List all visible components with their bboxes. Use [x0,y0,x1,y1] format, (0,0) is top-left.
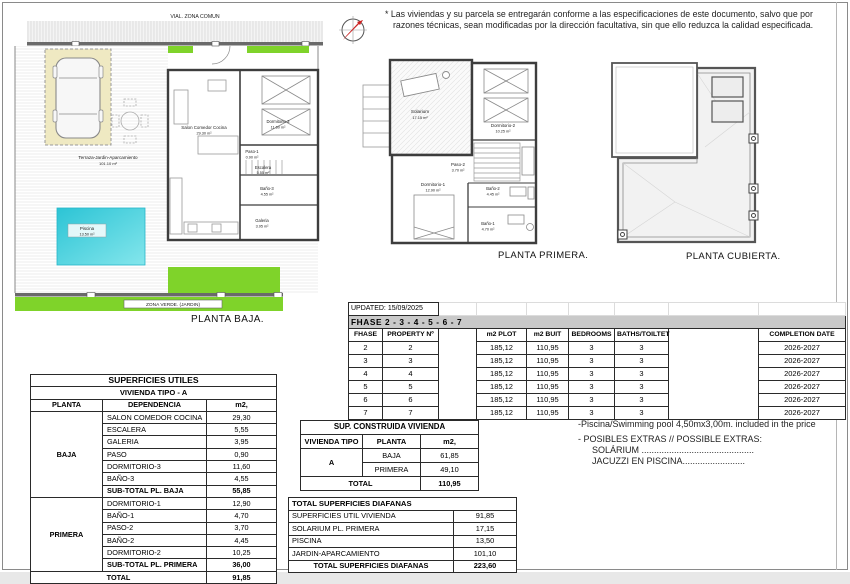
blank-cell [615,303,669,316]
cell-dep: PASO-2 [103,522,207,534]
utiles-title: SUPERFICIES UTILES [31,375,277,387]
pool-note: -Piscina/Swimming pool 4,50mx3,00m. included in the price [578,419,816,429]
cell-fhase: 6 [349,394,383,407]
extra-solarium: SOLÁRIUM ............................................. [592,445,755,455]
cell-built: 110,95 [527,368,569,381]
table-row [289,548,517,561]
table-row [31,399,277,411]
cell-plot: 185,12 [477,368,527,381]
cell-fhase: 3 [349,355,383,368]
table-row [349,316,846,329]
cell-plot: 185,12 [477,381,527,394]
cell-dep: PASO [103,448,207,460]
room-label-solarium: Solarium [410,109,430,114]
disclaimer-line2: razones técnicas, sean modificadas por la dirección facultativa, sin que ello reduzca la calidad especificada. [393,20,814,30]
cell-bed: 3 [569,368,615,381]
cell-built: 110,95 [527,394,569,407]
col-bedrooms: BEDROOMS [569,329,615,342]
cell-m2: 4,55 [207,473,277,485]
cell-plot: 185,12 [477,407,527,420]
cell-built: 110,95 [527,342,569,355]
cell-date: 2026-2027 [759,355,846,368]
col-m2: m2, [207,399,277,411]
green-garden-right [168,267,280,293]
tipo-cell: A [301,449,363,477]
room-area-solarium: 17.15 m² [412,115,428,120]
col-plot: m2 PLOT [477,329,527,342]
cell-m2: 17,15 [454,523,517,536]
cell-m2: 29,30 [207,411,277,423]
cell-bath: 3 [615,368,669,381]
room-area-galeria: 3.95 m² [255,224,269,229]
room-area-terraza: 101.10 m² [98,161,118,166]
cell-bath: 3 [615,342,669,355]
car-icon [53,58,103,138]
subtotal-baja-value: 55,85 [207,485,277,497]
compass-icon [333,10,373,50]
table-row [349,368,846,381]
cell-plot: 185,12 [477,355,527,368]
disclaimer-note [385,9,843,31]
cell-m2: 13,50 [454,535,517,548]
diafanas-table [288,497,517,573]
cell-fhase: 4 [349,368,383,381]
wall-post [87,293,95,298]
phase-table [348,302,846,420]
plan-planta-primera [350,55,600,250]
cell-prop: 5 [383,381,439,394]
col-planta: PLANTA [363,435,421,449]
cell-bed: 3 [569,381,615,394]
table-row [31,387,277,399]
garden-label: ZONA VERDE. (JARDIN) [145,303,201,308]
extra-jacuzzi: JACUZZI EN PISCINA......................... [592,456,746,466]
cell-m2: 4,70 [207,510,277,522]
phase-band-title: FHASE 2 - 3 - 4 - 5 - 6 - 7 [349,316,846,329]
blank-cell [569,303,615,316]
diafanas-total-label: TOTAL SUPERFICIES DIAFANAS [289,560,454,573]
cell-dep: BAÑO-3 [103,473,207,485]
cell-bed: 3 [569,342,615,355]
blank-cell [477,303,527,316]
wall-post [212,42,219,47]
construida-total-label: TOTAL [301,477,421,491]
table-row [289,523,517,536]
table-row [349,407,846,420]
cell-dep: DORMITORIO-3 [103,461,207,473]
cell-date: 2026-2027 [759,342,846,355]
cell-dep: DORMITORIO-1 [103,497,207,509]
room-label-paso2: Paso-2 [451,162,465,167]
table-row [349,381,846,394]
col-planta: PLANTA [31,399,103,411]
cell-fhase: 2 [349,342,383,355]
room-area-bano1: 4.70 m² [481,227,495,232]
cell-bed: 3 [569,355,615,368]
disclaimer-line1: * Las viviendas y su parcela se entregarán conforme a las especificaciones de este documento, salvo que por [385,9,813,19]
cell-plot: 185,12 [477,394,527,407]
room-label-galeria: Galeria [255,218,269,223]
table-row [349,394,846,407]
table-row [289,510,517,523]
utiles-table [30,374,277,584]
planta-baja-title: PLANTA BAJA. [191,314,264,325]
table-row [31,375,277,387]
room-area-paso2: 3.70 m² [451,168,465,173]
cell-prop: 6 [383,394,439,407]
cell-bath: 3 [615,355,669,368]
table-row [31,497,277,509]
top-wall [27,42,323,46]
plan-planta-baja [12,6,337,328]
room-label-dorm2: Dormitorio-2 [490,123,516,128]
blank-column [439,329,477,420]
cell-date: 2026-2027 [759,407,846,420]
extras-title: - POSIBLES EXTRAS // POSSIBLE EXTRAS: [578,433,763,444]
table-row [31,411,277,423]
green-strip-top-right [247,46,309,53]
cell-bath: 3 [615,381,669,394]
col-property: PROPERTY Nº [383,329,439,342]
cell-prop: 7 [383,407,439,420]
blank-cell [759,303,846,316]
table-row [349,342,846,355]
cell-date: 2026-2027 [759,394,846,407]
wall-post [274,293,282,298]
cell-bath: 3 [615,394,669,407]
cell-m2: 61,85 [421,449,479,463]
cell-prop: 2 [383,342,439,355]
blank-cell [439,303,477,316]
room-area-bano3: 4.55 m² [260,192,274,197]
blank-cell [527,303,569,316]
cell-planta: BAJA [363,449,421,463]
table-row [349,355,846,368]
utiles-subtitle: VIVIENDA TIPO - A [31,387,277,399]
updated-date: UPDATED: 15/09/2025 [349,303,439,316]
col-built: m2 BUIT [527,329,569,342]
room-label-terraza: Terraza-Jardin-Aparcamiento [78,155,138,160]
cell-fhase: 7 [349,407,383,420]
cell-planta: PRIMERA [363,463,421,477]
cell-dep: SALON COMEDOR COCINA [103,411,207,423]
cell-m2: 10,25 [207,547,277,559]
room-area-escalera: 5.55 m² [256,171,270,175]
cell-dep: GALERIA [103,436,207,448]
planta-primera-title: PLANTA PRIMERA. [498,250,589,261]
room-label-paso1: Paso-1 [245,149,259,154]
cell-label: PISCINA [289,535,454,548]
col-completion: COMPLETION DATE [759,329,846,342]
room-area-dorm1: 12.90 m² [425,188,441,193]
col-fhase: FHASE [349,329,383,342]
room-area-paso1: 0.90 m² [245,155,259,160]
construida-table [300,420,479,491]
table-row [301,449,479,463]
room-label-bano3: Baño-3 [260,186,274,191]
col-dependencia: DEPENDENCIA [103,399,207,411]
col-vivienda-tipo: VIVIENDA TIPO [301,435,363,449]
cell-prop: 4 [383,368,439,381]
cell-built: 110,95 [527,355,569,368]
cell-m2: 49,10 [421,463,479,477]
pergola-icon [363,85,390,147]
cell-built: 110,95 [527,407,569,420]
cell-m2: 11,60 [207,461,277,473]
cell-date: 2026-2027 [759,368,846,381]
table-row [289,535,517,548]
skylight [712,77,743,97]
cell-prop: 3 [383,355,439,368]
cell-m2: 5,55 [207,424,277,436]
table-row [301,435,479,449]
wall-post [302,42,309,47]
wall-post [217,293,225,298]
cell-m2: 4,45 [207,534,277,546]
diafanas-title: TOTAL SUPERFICIES DIAFANAS [289,498,517,511]
subtotal-baja-label: SUB-TOTAL PL. BAJA [103,485,207,497]
cell-built: 110,95 [527,381,569,394]
cell-dep: DORMITORIO-2 [103,547,207,559]
room-label-piscina: Piscina [79,226,95,231]
cell-m2: 91,85 [454,510,517,523]
planta-primera-cell: PRIMERA [31,497,103,571]
cell-m2: 0,90 [207,448,277,460]
planta-cubierta-title: PLANTA CUBIERTA. [686,251,781,262]
cell-m2: 3,70 [207,522,277,534]
bottom-wall [15,293,283,297]
cell-bed: 3 [569,407,615,420]
cell-m2: 12,90 [207,497,277,509]
cell-bed: 3 [569,394,615,407]
room-area-dorm2: 10.25 m² [495,129,511,134]
table-row [349,329,846,342]
wall-post [72,42,79,47]
room-area-bano2: 4.45 m² [486,192,500,197]
cell-label: JARDIN-APARCAMIENTO [289,548,454,561]
room-label-escalera: Escalera [254,165,272,170]
blank-cell [669,303,759,316]
cell-m2: 101,10 [454,548,517,561]
table-row [301,421,479,435]
blank-column [669,329,759,420]
notes-block [578,419,840,467]
road-label: VIAL. ZONA COMUN [170,14,220,20]
skylight [712,101,743,122]
utiles-total-value: 91,85 [207,571,277,583]
roof-upper-left [612,63,697,157]
cell-plot: 185,12 [477,342,527,355]
table-row [31,571,277,583]
table-row [289,498,517,511]
utiles-total-label: TOTAL [31,571,207,583]
right-margin-line [836,2,837,570]
cell-label: SUPERFICIES UTIL VIVIENDA [289,510,454,523]
cell-label: SOLARIUM PL. PRIMERA [289,523,454,536]
diafanas-total-value: 223,60 [454,560,517,573]
room-label-salon: Salon Comedor Cocina [181,125,227,130]
cell-dep: ESCALERA [103,424,207,436]
entrance-door-arc [212,46,230,64]
cell-date: 2026-2027 [759,381,846,394]
subtotal-primera-label: SUB-TOTAL PL. PRIMERA [103,559,207,571]
table-row [301,477,479,491]
col-m2: m2, [421,435,479,449]
cell-bath: 3 [615,407,669,420]
table-row [349,303,846,316]
room-label-bano2: Baño-2 [486,186,500,191]
construida-title: SUP. CONSTRUIDA VIVIENDA [301,421,479,435]
room-area-piscina: 13.50 m² [79,232,95,237]
subtotal-primera-value: 36,00 [207,559,277,571]
plan-planta-cubierta [605,52,790,252]
road-strip [27,21,323,42]
construida-total-value: 110,95 [421,477,479,491]
cell-dep: BAÑO-2 [103,534,207,546]
cell-fhase: 5 [349,381,383,394]
cell-m2: 3,95 [207,436,277,448]
room-label-bano1: Baño-1 [481,221,495,226]
col-baths: BATHS/TOILTET [615,329,669,342]
cell-dep: BAÑO-1 [103,510,207,522]
table-row [289,560,517,573]
room-label-dorm1: Dormitorio-1 [420,182,446,187]
room-area-dorm3: 11.60 m² [270,125,286,130]
room-area-salon: 29.30 m² [196,131,212,136]
room-label-dorm3: Dormitorio-3 [266,119,290,124]
planta-baja-cell: BAJA [31,411,103,497]
